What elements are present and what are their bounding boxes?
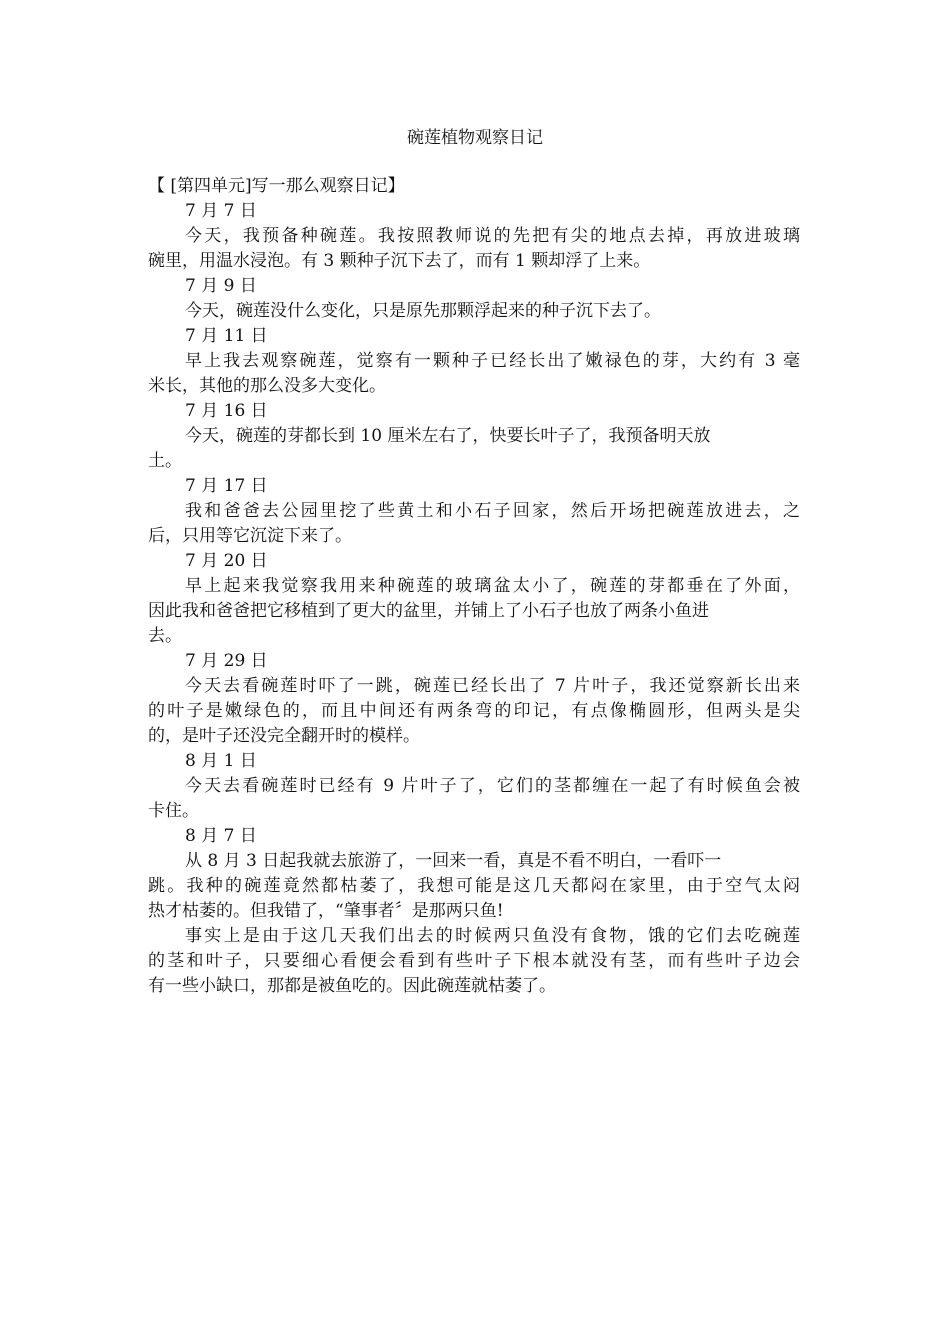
entry-text-line: 卡住。 xyxy=(148,801,199,821)
closing-text-line: 事实上是由于这几天我们出去的时候两只鱼没有食物，饿的它们去吃碗莲 xyxy=(185,926,800,946)
entry-text-line: 土。 xyxy=(148,451,182,471)
entry-text-line: 从 8 月 3 日起我就去旅游了，一回来一看，真是不看不明白，一看吓一 xyxy=(185,851,722,871)
entry-text-line: 跳。我种的碗莲竟然都枯萎了，我想可能是这几天都闷在家里，由于空气太闷 xyxy=(148,876,800,896)
entry-text-line: 米长，其他的那么没多大变化。 xyxy=(148,376,386,396)
diary-entry xyxy=(148,274,800,324)
entry-text-line: 碗里，用温水浸泡。有 3 颗种子沉下去了，而有 1 颗却浮了上来。 xyxy=(148,251,651,271)
diary-entry xyxy=(148,749,800,824)
diary-entry xyxy=(148,324,800,399)
entry-text-line: 今天，碗莲的芽都长到 10 厘米左右了，快要长叶子了，我预备明天放 xyxy=(185,426,711,446)
entry-text-line: 早上起来我觉察我用来种碗莲的玻璃盆太小了，碗莲的芽都垂在了外面， xyxy=(185,576,800,596)
document-title: 碗莲植物观察日记 xyxy=(407,128,543,148)
section-heading: 【 [第四单元]写一那么观察日记】 xyxy=(148,176,405,196)
diary-entry xyxy=(148,824,800,924)
entry-date: 7 月 11 日 xyxy=(185,326,268,346)
entry-text-line: 后，只用等它沉淀下来了。 xyxy=(148,526,352,546)
entry-text-line: 热才枯萎的。但我错了，“肇事者〞是那两只鱼! xyxy=(148,901,504,921)
entry-text-line: 今天去看碗莲时已经有 9 片叶子了，它们的茎都缠在一起了有时候鱼会被 xyxy=(185,776,800,796)
entry-date: 7 月 20 日 xyxy=(185,551,268,571)
entry-text-line: 早上我去观察碗莲，觉察有一颗种子已经长出了嫩禄色的芽，大约有 3 毫 xyxy=(185,351,800,371)
entry-text-line: 今天去看碗莲时吓了一跳，碗莲已经长出了 7 片叶子，我还觉察新长出来 xyxy=(185,676,800,696)
entry-date: 8 月 7 日 xyxy=(185,826,257,846)
entry-date: 7 月 7 日 xyxy=(185,201,257,221)
diary-entry xyxy=(148,549,800,649)
entry-text-line: 的叶子是嫩绿色的，而且中间还有两条弯的印记，有点像椭圆形，但两头是尖 xyxy=(148,701,800,721)
entry-text-line: 去。 xyxy=(148,626,182,646)
closing-paragraph xyxy=(148,924,800,999)
entry-text-line: 今天，我预备种碗莲。我按照教师说的先把有尖的地点去掉，再放进玻璃 xyxy=(185,226,800,246)
entry-text-line: 今天，碗莲没什么变化，只是原先那颗浮起来的种子沉下去了。 xyxy=(185,301,661,321)
closing-text-line: 的茎和叶子，只要细心看便会看到有些叶子下根本就没有茎，而有些叶子边会 xyxy=(148,951,800,971)
document-body xyxy=(148,174,800,999)
entry-date: 7 月 16 日 xyxy=(185,401,268,421)
closing-text-line: 有一些小缺口，那都是被鱼吃的。因此碗莲就枯萎了。 xyxy=(148,976,556,996)
entry-date: 8 月 1 日 xyxy=(185,751,257,771)
diary-entry xyxy=(148,199,800,274)
entry-date: 7 月 17 日 xyxy=(185,476,268,496)
entry-text-line: 因此我和爸爸把它移植到了更大的盆里，并铺上了小石子也放了两条小鱼进 xyxy=(148,601,709,621)
diary-entry xyxy=(148,399,800,474)
diary-entry xyxy=(148,649,800,749)
entry-date: 7 月 29 日 xyxy=(185,651,268,671)
diary-entry xyxy=(148,474,800,549)
entry-text-line: 我和爸爸去公园里挖了些黄土和小石子回家，然后开场把碗莲放进去，之 xyxy=(185,501,800,521)
entry-date: 7 月 9 日 xyxy=(185,276,257,296)
entry-text-line: 的，是叶子还没完全翻开时的模样。 xyxy=(148,726,420,746)
